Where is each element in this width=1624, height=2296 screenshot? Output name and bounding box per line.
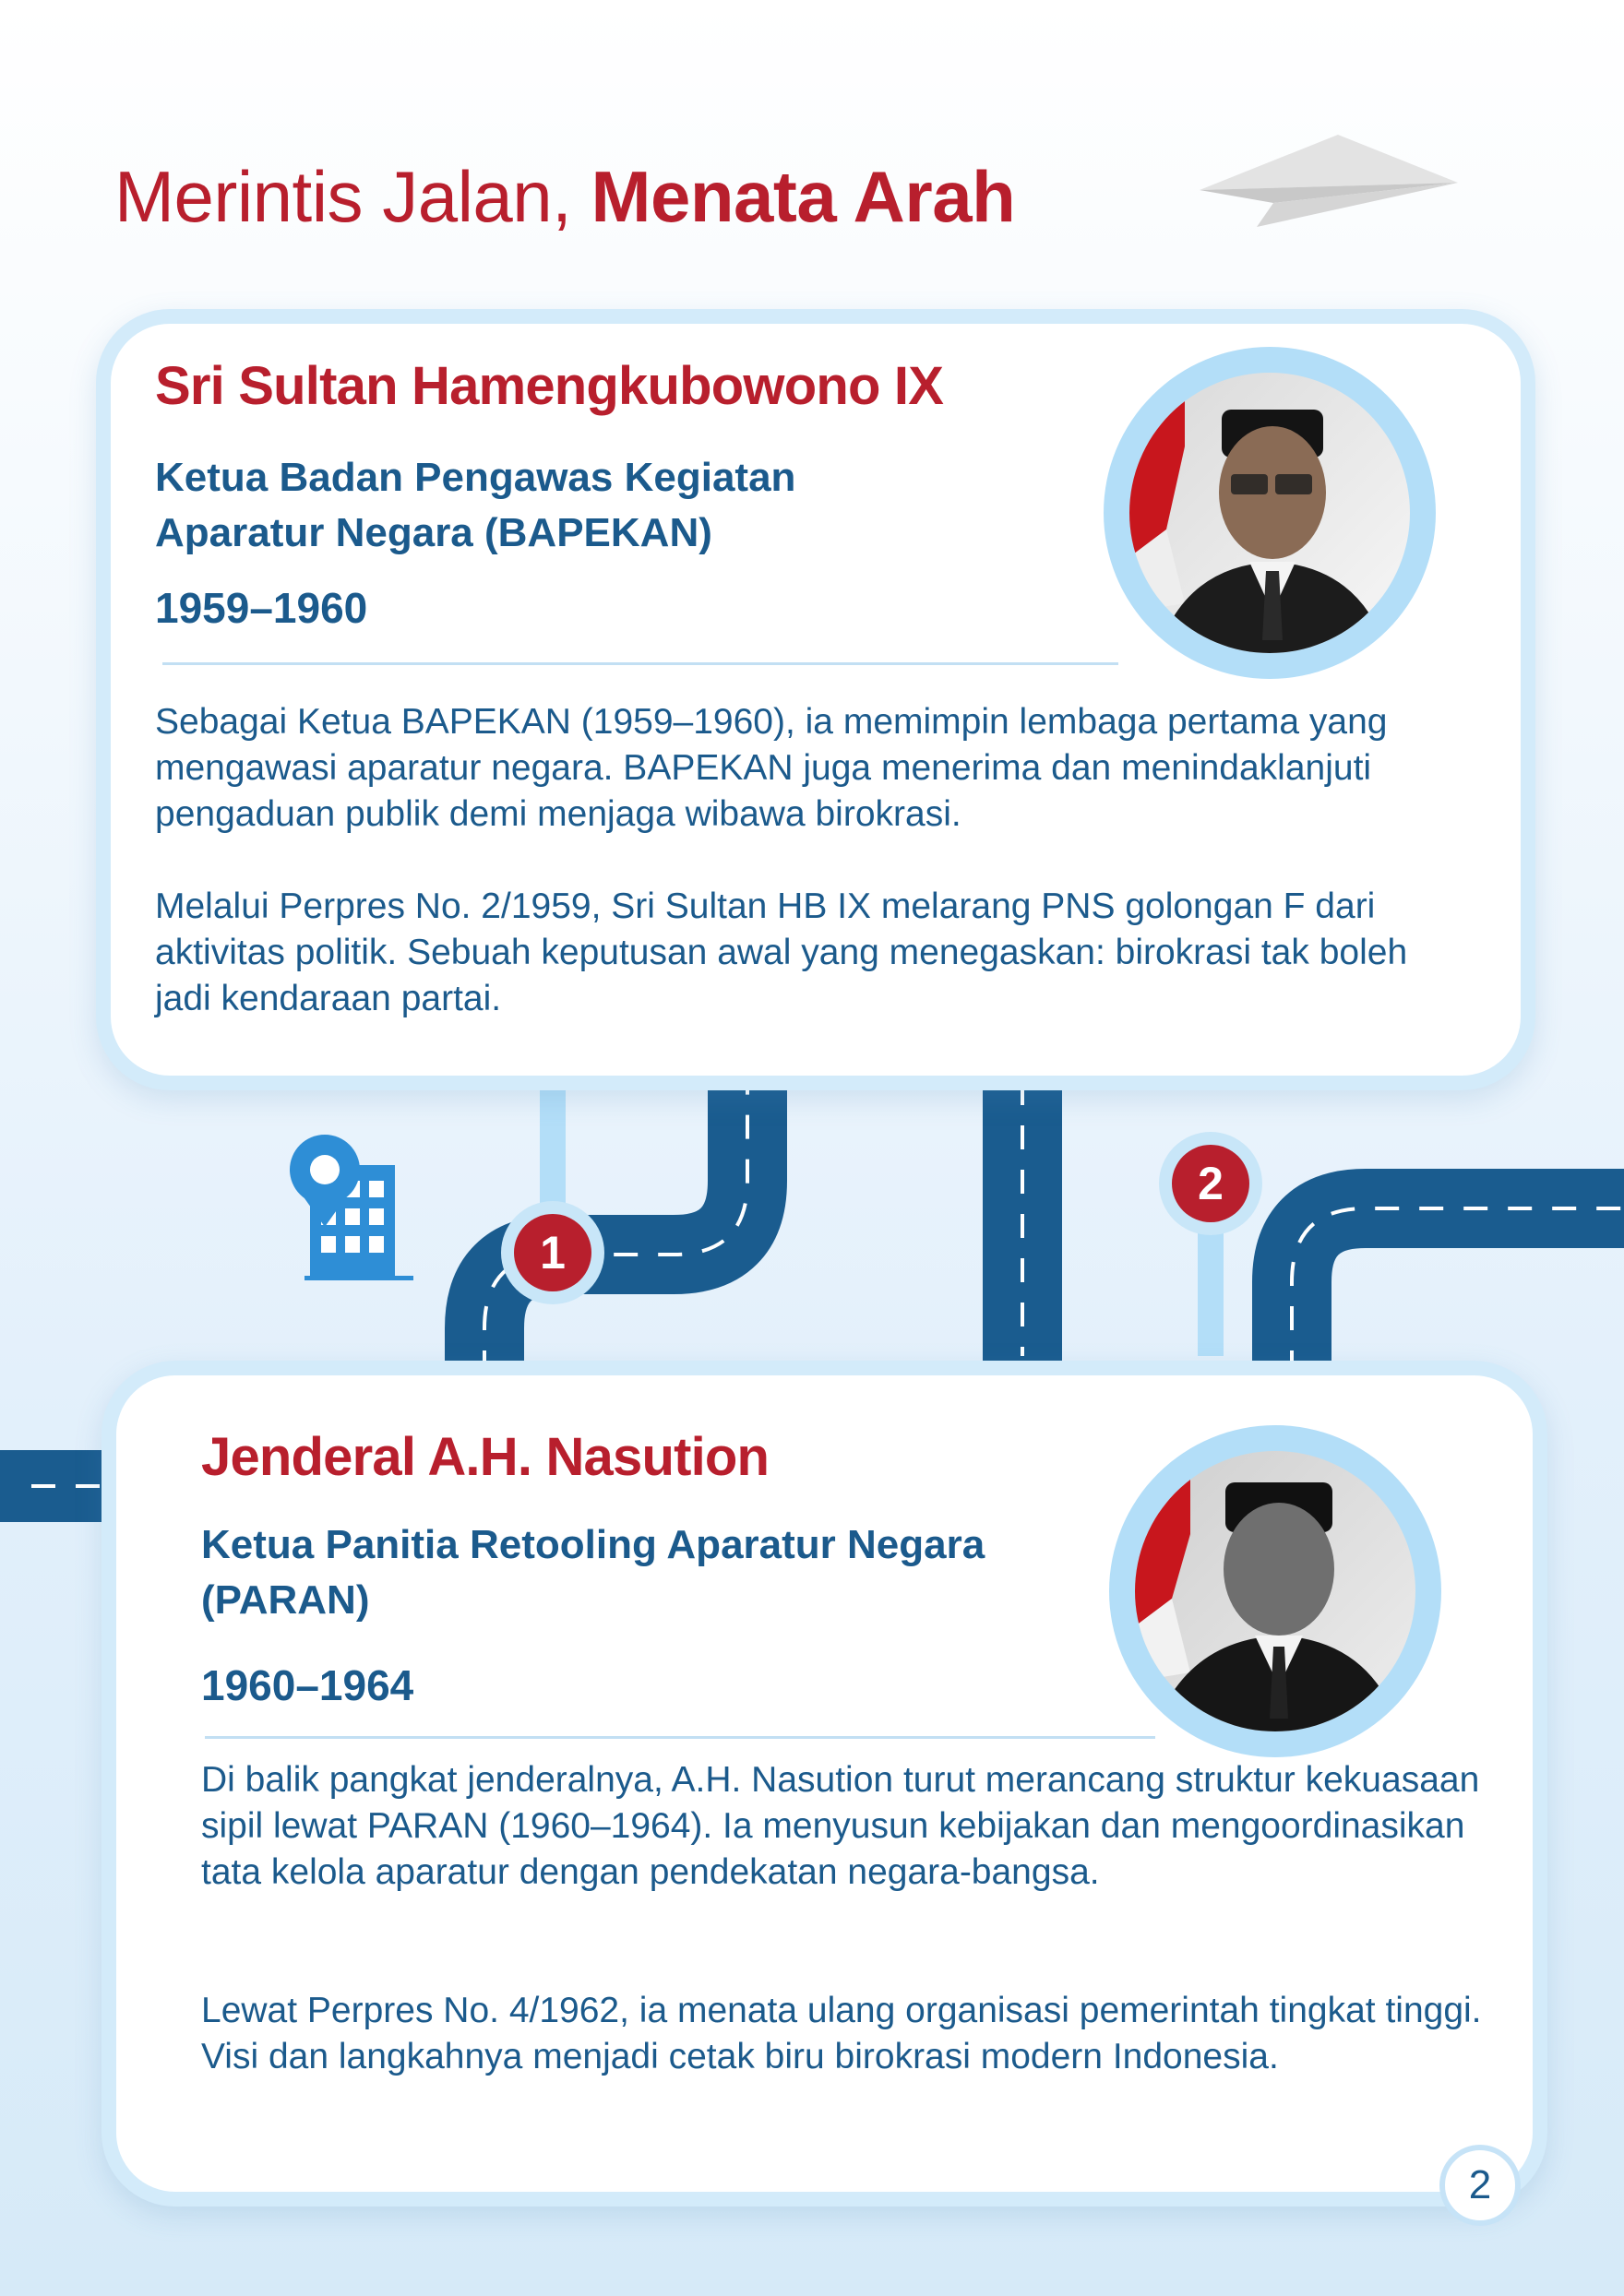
divider: [162, 662, 1118, 665]
road-vertical: [983, 1070, 1062, 1365]
marker-stem: [1198, 1227, 1224, 1356]
road-curve-right: [1292, 1208, 1624, 1374]
location-building-icon: [290, 1135, 413, 1280]
marker-1: [501, 1201, 604, 1304]
title-bold: Menata Arah: [591, 156, 1016, 237]
portrait-illustration: [1135, 1451, 1415, 1731]
figure-name: Jenderal A.H. Nasution: [201, 1427, 770, 1487]
portrait-illustration: [1129, 373, 1410, 653]
figure-paragraph: Sebagai Ketua BAPEKAN (1959–1960), ia memimpin lembaga pertama yang mengawasi aparatur negara. BAPEKAN juga menerima dan menindaklanjuti pengaduan publik demi menjaga wibawa birokrasi.: [155, 702, 1388, 834]
figure-role: Ketua Badan Pengawas Kegiatan Aparatur Negara (BAPEKAN): [155, 455, 796, 555]
marker-2: [1159, 1132, 1262, 1235]
figure-paragraph: Lewat Perpres No. 4/1962, ia menata ulang organisasi pemerintah tingkat tinggi. Visi dan langkahnya menjadi cetak biru birokrasi modern Indonesia.: [201, 1991, 1482, 2076]
figure-paragraph: Melalui Perpres No. 2/1959, Sri Sultan HB IX melarang PNS golongan F dari aktivitas politik. Sebuah keputusan awal yang menegaskan: birokrasi tak boleh jadi kendaraan partai.: [155, 886, 1408, 1018]
figure-role: Ketua Panitia Retooling Aparatur Negara (PARAN): [201, 1522, 985, 1623]
figure-name: Sri Sultan Hamengkubowono IX: [155, 356, 944, 416]
portrait-hamengkubowono: [1104, 347, 1436, 679]
figure-years: 1959–1960: [155, 584, 368, 632]
figure-years: 1960–1964: [201, 1661, 414, 1709]
divider: [205, 1736, 1155, 1739]
page-number-badge: 2: [1439, 2145, 1521, 2226]
marker-1-label: 1: [540, 1227, 566, 1279]
page-title: [114, 155, 1015, 239]
title-regular: Merintis Jalan,: [114, 156, 572, 237]
road-stub-left: [0, 1450, 111, 1522]
figure-paragraph: Di balik pangkat jenderalnya, A.H. Nasution turut merancang struktur kekuasaan sipil lewat PARAN (1960–1964). Ia menyusun kebijakan dan mengoordinasikan tata kelola aparatur dengan pendekatan negara-bangsa.: [201, 1760, 1480, 1892]
portrait-nasution: [1109, 1425, 1441, 1757]
marker-2-label: 2: [1198, 1158, 1224, 1209]
paper-plane-icon: [1190, 127, 1467, 238]
